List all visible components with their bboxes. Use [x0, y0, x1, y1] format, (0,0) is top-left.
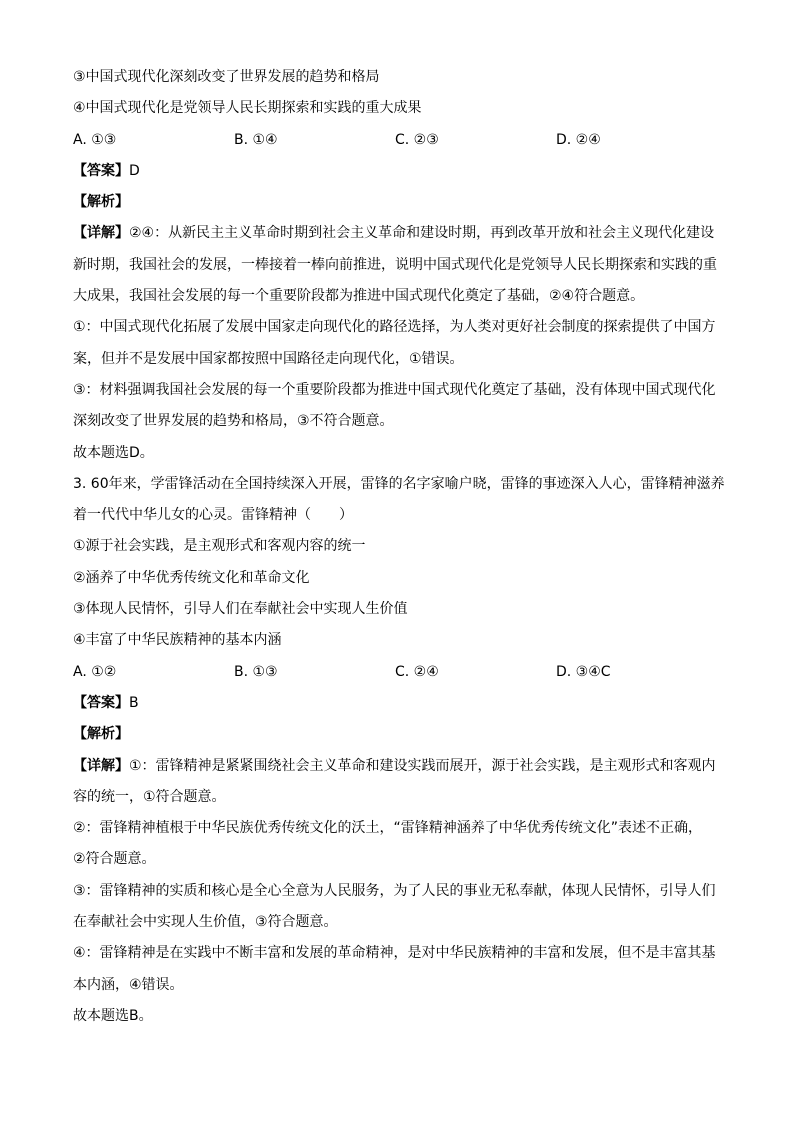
q2-detail-line-5: 案，但并不是发展中国家都按照中国路径走向现代化，①错误。 — [73, 350, 464, 367]
q2-detail-line-1: 【详解】②④：从新民主主义革命时期到社会主义革命和建设时期，再到改革开放和社会主义现代化建设 — [73, 225, 715, 242]
q3-detail-line-2: 容的统一，①符合题意。 — [73, 788, 226, 805]
q3-item-1: ①源于社会实践，是主观形式和客观内容的统一 — [73, 538, 366, 555]
q3-stem-line-2: 着一代代中华儿女的心灵。雷锋精神（ ） — [73, 507, 353, 524]
q2-detail-line-3: 大成果，我国社会发展的每一个重要阶段都为推进中国式现代化奠定了基础，②④符合题意。 — [73, 288, 645, 305]
q3-conclusion: 故本题选B。 — [73, 1007, 153, 1024]
q3-options — [73, 657, 723, 688]
q3-detail-line-1: 【详解】①：雷锋精神是紧紧围绕社会主义革命和建设实践而展开，源于社会实践，是主观形式和客观内 — [73, 757, 716, 774]
q2-answer-value: D — [129, 162, 140, 179]
q3-stem-line-1: 3. 60年来，学雷锋活动在全国持续深入开展，雷锋的名字家喻户晓，雷锋的事迹深入人心，雷锋精神滋养 — [73, 475, 725, 492]
q3-detail-line-7: ④：雷锋精神是在实践中不断丰富和发展的革命精神，是对中华民族精神的丰富和发展，但不是丰富其基 — [73, 945, 716, 962]
q3-option-b: B. ①③ — [234, 663, 278, 680]
q2-options — [73, 125, 723, 156]
q2-answer-tag: 【答案】 — [73, 162, 129, 179]
q3-analysis-tag: 【解析】 — [73, 726, 129, 743]
document-page — [73, 62, 723, 1032]
q2-option-b: B. ①④ — [234, 131, 278, 148]
q2-option-a: A. ①③ — [73, 131, 117, 148]
q2-detail-line-7: 深刻改变了世界发展的趋势和格局，③不符合题意。 — [73, 413, 394, 430]
q3-detail-line-4: ②符合题意。 — [73, 851, 156, 868]
q3-detail-line-5: ③：雷锋精神的实质和核心是全心全意为人民服务，为了人民的事业无私奉献，体现人民情怀，引导人们 — [73, 882, 716, 899]
q2-detail-line-4: ①：中国式现代化拓展了发展中国家走向现代化的路径选择，为人类对更好社会制度的探索提供了中国方 — [73, 319, 716, 336]
q3-item-4: ④丰富了中华民族精神的基本内涵 — [73, 632, 282, 649]
q2-conclusion: 故本题选D。 — [73, 444, 154, 461]
q2-analysis-tag: 【解析】 — [73, 194, 129, 211]
q3-detail-tag: 【详解】 — [73, 757, 129, 774]
q3-answer-value: B — [129, 694, 139, 711]
q3-detail-line-6: 在奉献社会中实现人生价值，③符合题意。 — [73, 914, 338, 931]
q2-detail-tag: 【详解】 — [73, 225, 129, 242]
q2-option-d: D. ②④ — [556, 131, 601, 148]
q2-answer — [73, 156, 723, 187]
q3-option-a: A. ①② — [73, 663, 117, 680]
q3-answer-tag: 【答案】 — [73, 694, 129, 711]
q2-item-4: ④中国式现代化是党领导人民长期探索和实践的重大成果 — [73, 100, 422, 117]
q3-item-2: ②涵养了中华优秀传统文化和革命文化 — [73, 569, 310, 586]
q3-item-3: ③体现人民情怀，引导人们在奉献社会中实现人生价值 — [73, 601, 408, 618]
q3-detail-line-8: 本内涵，④错误。 — [73, 976, 184, 993]
q2-detail-line-6: ③：材料强调我国社会发展的每一个重要阶段都为推进中国式现代化奠定了基础，没有体现中国式现代化 — [73, 381, 716, 398]
q2-item-3: ③中国式现代化深刻改变了世界发展的趋势和格局 — [73, 69, 380, 85]
q2-detail-line-2: 新时期，我国社会的发展，一棒接着一棒向前推进，说明中国式现代化是党领导人民长期探索和实践的重 — [73, 256, 717, 273]
q2-option-c: C. ②③ — [395, 131, 439, 148]
q3-detail-line-3: ②：雷锋精神植根于中华民族优秀传统文化的沃土，“雷锋精神涵养了中华优秀传统文化”表述不正确， — [73, 820, 703, 837]
q3-answer — [73, 688, 723, 719]
q3-option-d: D. ③④C — [556, 663, 611, 680]
q3-option-c: C. ②④ — [395, 663, 439, 680]
